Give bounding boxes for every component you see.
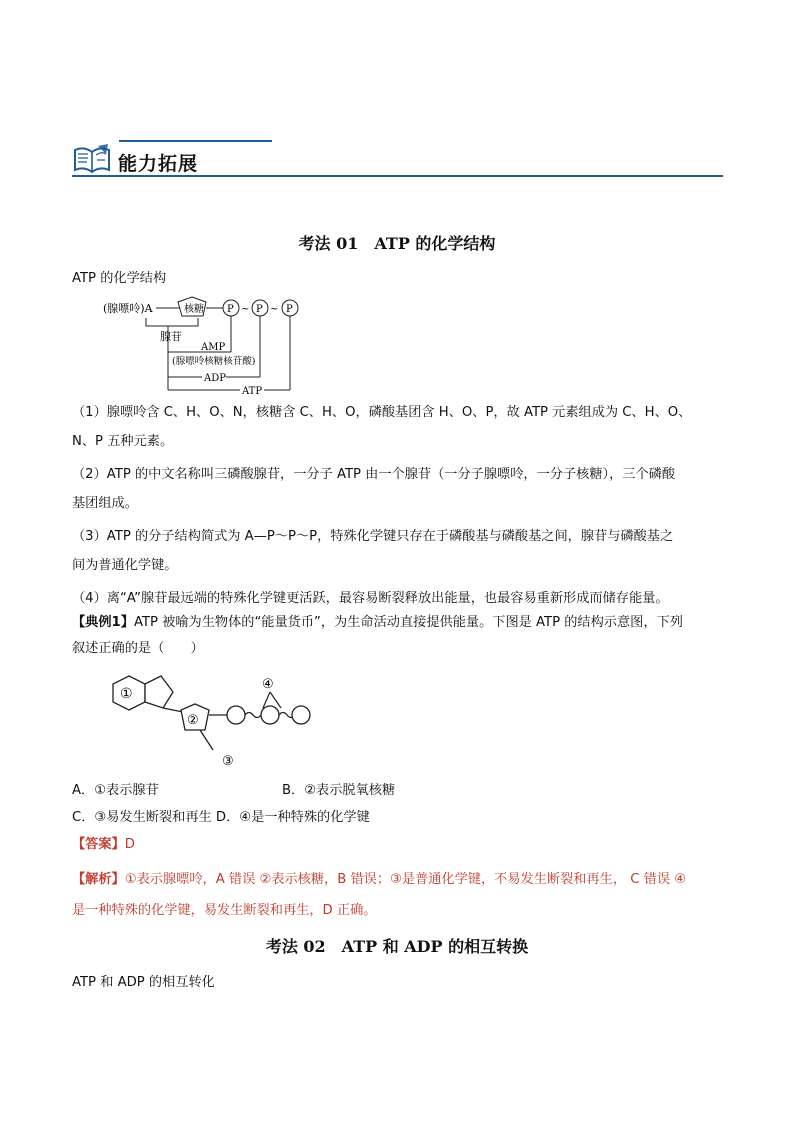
answer-tag: 【答案】 (72, 837, 125, 852)
header-bottom-rule (72, 175, 723, 177)
phosphate-label-3: P (286, 304, 293, 315)
analysis-line-a (72, 865, 724, 894)
answer-value: D (124, 837, 135, 852)
para-3b: 间为普通化学键。 (72, 558, 178, 573)
open-book-icon (72, 142, 112, 176)
adenine-label: (腺嘌呤)A (103, 302, 153, 315)
example-tag: 【典例1】 (72, 615, 134, 630)
section-title: 能力拓展 (118, 153, 199, 175)
tilde-2: ~ (270, 304, 279, 315)
phosphate-label-1: P (227, 304, 234, 315)
method1-subtitle: ATP 的化学结构 (72, 271, 167, 286)
adenosine-label: 腺苷 (160, 330, 182, 343)
para-2a: （2）ATP 的中文名称叫三磷酸腺苷，一分子 ATP 由一个腺苷（一分子腺嘌呤，一分子核糖），三个磷酸 (72, 467, 676, 482)
phosphate-1 (227, 706, 245, 724)
ribose-label: 核糖 (184, 304, 204, 315)
adp-label: ADP (204, 373, 226, 384)
analysis-tag: 【解析】 (72, 872, 125, 887)
method2-subtitle: ATP 和 ADP 的相互转化 (72, 975, 215, 990)
label-four: ④ (262, 677, 274, 692)
para-4: （4）离“A”腺苷最远端的特殊化学键更活跃，最容易断裂释放出能量，也最容易重新形成而储存能量。 (72, 591, 669, 606)
atp-schematic-figure (105, 670, 315, 776)
label-two: ② (187, 713, 199, 728)
phosphate-label-2: P (256, 304, 263, 315)
amp-note: (腺嘌呤核糖核苷酸) (172, 356, 256, 367)
analysis-text-a: ①表示腺嘌呤，A 错误 ②表示核糖，B 错误；③是普通化学键，不易发生断裂和再生， C 错误 ④ (124, 872, 687, 887)
atp-label: ATP (242, 386, 263, 397)
para-1a: （1）腺嘌呤含 C、H、O、N，核糖含 C、H、O，磷酸基团含 H、O、P，故 ATP 元素组成为 C、H、O、 (72, 405, 692, 420)
atp-structure-diagram (98, 292, 308, 397)
para-1b: N、P 五种元素。 (72, 434, 174, 449)
para-3a: （3）ATP 的分子结构简式为 A—P～P～P，特殊化学键只存在于磷酸基与磷酸基之间，腺苷与磷酸基之 (72, 529, 674, 544)
example-stem-b: 叙述正确的是（ ） (72, 641, 204, 656)
analysis-line-b: 是一种特殊的化学键，易发生断裂和再生，D 正确。 (72, 903, 377, 918)
option-cd: C．③易发生断裂和再生 D．④是一种特殊的化学键 (72, 810, 370, 825)
amp-label: AMP (201, 342, 226, 353)
option-a: A．①表示腺苷 (72, 783, 159, 798)
example-stem-text: ATP 被喻为生物体的“能量货币”，为生命活动直接提供能量。下图是 ATP 的结构示意图，下列 (133, 615, 683, 630)
para-2b: 基团组成。 (72, 496, 138, 511)
method2-title: 考法 02 ATP 和 ADP 的相互转换 (265, 937, 529, 956)
label-one: ① (120, 686, 133, 702)
tilde-1: ~ (241, 304, 250, 315)
header-top-rule (119, 140, 272, 142)
option-b: B．②表示脱氧核糖 (282, 783, 396, 798)
label-three: ③ (222, 754, 234, 769)
adenine-pentagon (145, 676, 173, 708)
example-stem-a (72, 608, 724, 637)
method1-title: 考法 01 ATP 的化学结构 (298, 234, 496, 253)
section-header (72, 138, 723, 178)
phosphate-2 (261, 706, 279, 724)
phosphate-3 (292, 706, 310, 724)
answer-line (72, 830, 724, 859)
